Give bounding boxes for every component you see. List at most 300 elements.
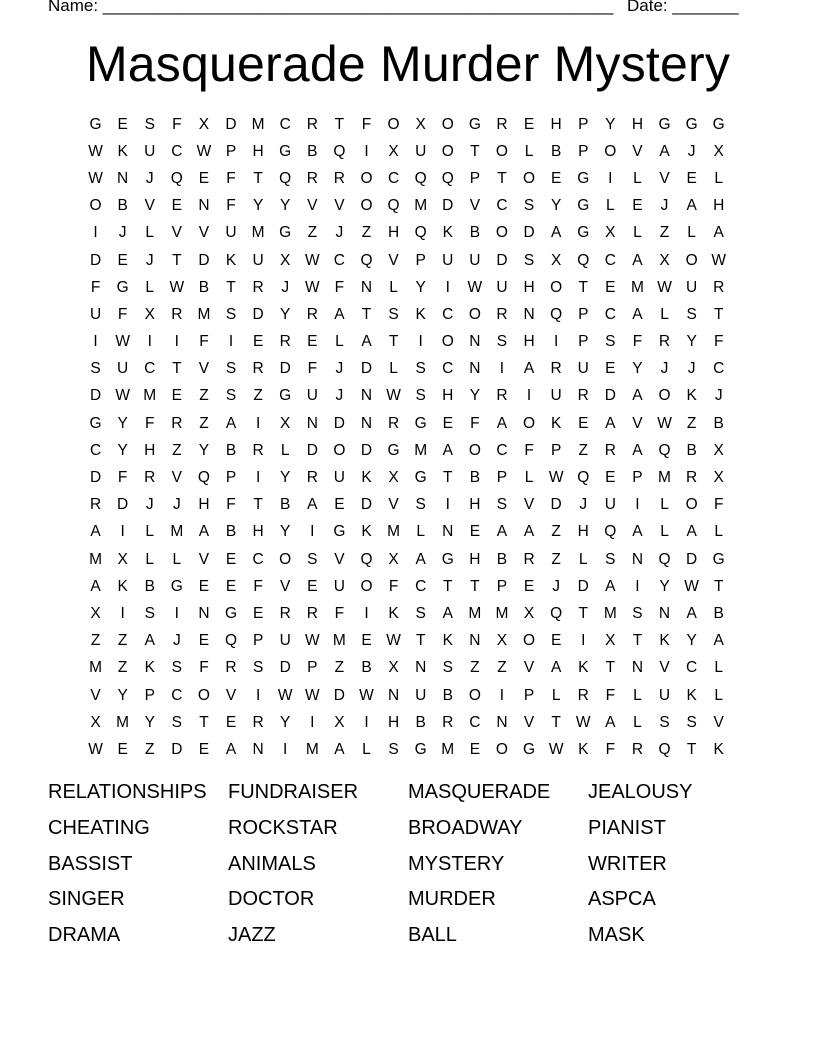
grid-letter[interactable]: O bbox=[550, 278, 563, 296]
grid-letter[interactable]: P bbox=[523, 686, 535, 704]
grid-letter[interactable]: B bbox=[442, 686, 453, 704]
grid-letter[interactable]: G bbox=[441, 550, 454, 568]
grid-letter[interactable]: H bbox=[523, 278, 535, 296]
grid-letter[interactable]: B bbox=[144, 577, 155, 595]
grid-letter[interactable]: I bbox=[255, 469, 261, 487]
grid-letter[interactable]: Z bbox=[497, 659, 507, 677]
grid-letter[interactable]: H bbox=[198, 496, 210, 514]
grid-letter[interactable]: Z bbox=[172, 441, 182, 459]
grid-letter[interactable]: L bbox=[524, 469, 534, 487]
grid-letter[interactable]: R bbox=[252, 278, 264, 296]
grid-letter[interactable]: F bbox=[172, 115, 182, 133]
grid-letter[interactable]: Q bbox=[414, 169, 427, 187]
grid-letter[interactable]: H bbox=[550, 115, 562, 133]
grid-letter[interactable]: S bbox=[225, 387, 237, 405]
grid-letter[interactable]: L bbox=[145, 523, 155, 541]
grid-letter[interactable]: W bbox=[304, 632, 320, 650]
grid-letter[interactable]: Q bbox=[550, 305, 563, 323]
grid-letter[interactable]: E bbox=[252, 604, 264, 622]
grid-letter[interactable]: I bbox=[255, 686, 261, 704]
grid-letter[interactable]: R bbox=[225, 659, 237, 677]
grid-letter[interactable]: U bbox=[333, 577, 345, 595]
grid-letter[interactable]: T bbox=[388, 333, 399, 351]
grid-letter[interactable]: E bbox=[117, 251, 128, 269]
grid-letter[interactable]: P bbox=[496, 469, 508, 487]
grid-letter[interactable]: A bbox=[496, 523, 508, 541]
grid-letter[interactable]: X bbox=[198, 115, 210, 133]
grid-letter[interactable]: H bbox=[469, 550, 481, 568]
grid-letter[interactable]: T bbox=[253, 496, 263, 514]
grid-letter[interactable]: S bbox=[307, 550, 318, 568]
grid-letter[interactable]: J bbox=[714, 387, 723, 405]
grid-letter[interactable]: B bbox=[361, 659, 372, 677]
grid-letter[interactable]: E bbox=[442, 414, 453, 432]
grid-letter[interactable]: E bbox=[605, 360, 616, 378]
grid-letter[interactable]: F bbox=[605, 740, 616, 758]
grid-letter[interactable]: A bbox=[523, 360, 535, 378]
grid-letter[interactable]: B bbox=[686, 441, 697, 459]
grid-letter[interactable]: W bbox=[359, 686, 374, 704]
grid-letter[interactable]: J bbox=[118, 224, 127, 242]
grid-letter[interactable]: I bbox=[499, 686, 505, 704]
grid-letter[interactable]: O bbox=[441, 142, 454, 160]
grid-letter[interactable]: W bbox=[88, 142, 103, 160]
grid-letter[interactable]: M bbox=[414, 441, 428, 459]
grid-letter[interactable]: S bbox=[388, 740, 399, 758]
grid-letter[interactable]: B bbox=[469, 469, 481, 487]
grid-letter[interactable]: G bbox=[414, 740, 427, 758]
grid-letter[interactable]: C bbox=[496, 197, 508, 215]
grid-letter[interactable]: Q bbox=[414, 224, 427, 242]
grid-letter[interactable]: F bbox=[199, 333, 209, 351]
grid-letter[interactable]: B bbox=[415, 713, 426, 731]
grid-letter[interactable]: W bbox=[711, 251, 727, 269]
grid-letter[interactable]: O bbox=[495, 224, 508, 242]
grid-letter[interactable]: O bbox=[360, 577, 373, 595]
grid-letter[interactable]: L bbox=[145, 550, 155, 568]
grid-letter[interactable]: R bbox=[306, 469, 318, 487]
grid-letter[interactable]: S bbox=[442, 659, 453, 677]
grid-letter[interactable]: Z bbox=[199, 414, 209, 432]
grid-letter[interactable]: Z bbox=[199, 387, 209, 405]
grid-letter[interactable]: T bbox=[361, 305, 372, 323]
grid-letter[interactable]: F bbox=[226, 496, 236, 514]
grid-letter[interactable]: B bbox=[550, 142, 562, 160]
grid-letter[interactable]: U bbox=[306, 387, 318, 405]
grid-letter[interactable]: A bbox=[225, 740, 237, 758]
grid-letter[interactable]: S bbox=[252, 659, 264, 677]
grid-letter[interactable]: A bbox=[334, 305, 345, 323]
grid-letter[interactable]: Y bbox=[280, 713, 291, 731]
grid-letter[interactable]: V bbox=[171, 469, 182, 487]
grid-letter[interactable]: C bbox=[496, 441, 508, 459]
grid-letter[interactable]: P bbox=[550, 441, 562, 459]
grid-letter[interactable]: L bbox=[172, 550, 182, 568]
grid-letter[interactable]: T bbox=[713, 577, 724, 595]
grid-letter[interactable]: U bbox=[415, 686, 427, 704]
grid-letter[interactable]: V bbox=[523, 713, 535, 731]
grid-letter[interactable]: O bbox=[685, 496, 698, 514]
grid-letter[interactable]: I bbox=[445, 496, 450, 514]
grid-letter[interactable]: G bbox=[414, 414, 427, 432]
grid-letter[interactable]: O bbox=[658, 387, 671, 405]
grid-letter[interactable]: Z bbox=[470, 659, 480, 677]
grid-letter[interactable]: R bbox=[577, 686, 589, 704]
grid-letter[interactable]: N bbox=[658, 604, 671, 622]
grid-letter[interactable]: T bbox=[334, 115, 345, 133]
grid-letter[interactable]: L bbox=[714, 686, 724, 704]
grid-letter[interactable]: G bbox=[89, 115, 102, 133]
grid-letter[interactable]: Y bbox=[280, 523, 291, 541]
grid-letter[interactable]: R bbox=[171, 414, 183, 432]
grid-letter[interactable]: C bbox=[686, 659, 698, 677]
grid-letter[interactable]: C bbox=[144, 360, 156, 378]
grid-letter[interactable]: P bbox=[307, 659, 318, 677]
grid-letter[interactable]: E bbox=[225, 713, 237, 731]
grid-letter[interactable]: W bbox=[575, 713, 591, 731]
grid-letter[interactable]: O bbox=[387, 115, 400, 133]
grid-letter[interactable]: P bbox=[578, 115, 589, 133]
grid-letter[interactable]: L bbox=[633, 686, 642, 704]
grid-letter[interactable]: D bbox=[333, 414, 345, 432]
grid-letter[interactable]: N bbox=[469, 333, 481, 351]
grid-letter[interactable]: Z bbox=[253, 387, 263, 405]
grid-letter[interactable]: K bbox=[361, 469, 372, 487]
grid-letter[interactable]: V bbox=[388, 251, 399, 269]
grid-letter[interactable]: S bbox=[496, 333, 508, 351]
grid-letter[interactable]: C bbox=[252, 550, 264, 568]
grid-letter[interactable]: K bbox=[713, 740, 724, 758]
grid-letter[interactable]: W bbox=[684, 577, 699, 595]
grid-letter[interactable]: C bbox=[171, 142, 183, 160]
grid-letter[interactable]: A bbox=[632, 387, 643, 405]
grid-letter[interactable]: A bbox=[550, 224, 562, 242]
grid-letter[interactable]: G bbox=[387, 441, 400, 459]
grid-letter[interactable]: Y bbox=[280, 197, 291, 215]
grid-letter[interactable]: K bbox=[144, 659, 155, 677]
grid-letter[interactable]: N bbox=[631, 659, 644, 677]
grid-letter[interactable]: R bbox=[252, 360, 264, 378]
grid-letter[interactable]: F bbox=[117, 469, 128, 487]
grid-letter[interactable]: Q bbox=[360, 550, 373, 568]
grid-letter[interactable]: I bbox=[635, 577, 640, 595]
grid-letter[interactable]: Y bbox=[686, 333, 697, 351]
date-field[interactable]: Date: _______ bbox=[627, 0, 739, 15]
grid-letter[interactable]: F bbox=[117, 305, 128, 323]
grid-letter[interactable]: R bbox=[387, 414, 400, 432]
grid-letter[interactable]: D bbox=[89, 251, 102, 269]
grid-letter[interactable]: D bbox=[89, 387, 102, 405]
grid-letter[interactable]: F bbox=[334, 604, 345, 622]
grid-letter[interactable]: I bbox=[364, 142, 369, 160]
grid-letter[interactable]: R bbox=[577, 387, 589, 405]
grid-letter[interactable]: U bbox=[442, 251, 454, 269]
grid-letter[interactable]: I bbox=[608, 169, 613, 187]
grid-letter[interactable]: H bbox=[387, 713, 400, 731]
grid-letter[interactable]: A bbox=[90, 577, 101, 595]
grid-letter[interactable]: D bbox=[550, 496, 562, 514]
grid-letter[interactable]: Y bbox=[280, 305, 291, 323]
grid-letter[interactable]: G bbox=[279, 142, 292, 160]
grid-letter[interactable]: H bbox=[523, 333, 535, 351]
grid-letter[interactable]: L bbox=[606, 197, 615, 215]
grid-letter[interactable]: P bbox=[415, 251, 426, 269]
grid-letter[interactable]: L bbox=[714, 659, 724, 677]
grid-letter[interactable]: F bbox=[253, 577, 263, 595]
grid-letter[interactable]: V bbox=[523, 496, 535, 514]
grid-letter[interactable]: G bbox=[170, 577, 183, 595]
grid-letter[interactable]: D bbox=[117, 496, 129, 514]
grid-letter[interactable]: R bbox=[658, 333, 671, 351]
grid-letter[interactable]: V bbox=[632, 142, 643, 160]
grid-letter[interactable]: D bbox=[279, 360, 291, 378]
grid-letter[interactable]: G bbox=[116, 278, 129, 296]
grid-letter[interactable]: J bbox=[552, 577, 561, 595]
grid-letter[interactable]: M bbox=[251, 115, 265, 133]
grid-letter[interactable]: V bbox=[659, 659, 670, 677]
grid-letter[interactable]: A bbox=[686, 523, 697, 541]
grid-letter[interactable]: V bbox=[225, 686, 237, 704]
grid-letter[interactable]: Y bbox=[280, 469, 291, 487]
grid-letter[interactable]: I bbox=[526, 387, 532, 405]
grid-letter[interactable]: S bbox=[686, 713, 697, 731]
grid-letter[interactable]: A bbox=[442, 604, 453, 622]
grid-letter[interactable]: V bbox=[334, 550, 345, 568]
grid-letter[interactable]: R bbox=[306, 305, 318, 323]
grid-letter[interactable]: T bbox=[578, 604, 588, 622]
grid-letter[interactable]: G bbox=[414, 469, 427, 487]
grid-letter[interactable]: B bbox=[307, 142, 318, 160]
grid-letter[interactable]: I bbox=[120, 604, 125, 622]
grid-letter[interactable]: M bbox=[468, 604, 482, 622]
grid-letter[interactable]: H bbox=[631, 115, 644, 133]
grid-letter[interactable]: S bbox=[523, 197, 535, 215]
grid-letter[interactable]: Z bbox=[117, 659, 128, 677]
grid-letter[interactable]: A bbox=[523, 523, 535, 541]
grid-letter[interactable]: L bbox=[633, 224, 642, 242]
grid-letter[interactable]: V bbox=[280, 577, 291, 595]
grid-letter[interactable]: T bbox=[253, 169, 263, 187]
grid-letter[interactable]: V bbox=[469, 197, 481, 215]
grid-letter[interactable]: X bbox=[605, 224, 616, 242]
grid-letter[interactable]: Q bbox=[170, 169, 183, 187]
grid-letter[interactable]: H bbox=[469, 496, 481, 514]
grid-letter[interactable]: Z bbox=[90, 632, 101, 650]
grid-letter[interactable]: O bbox=[441, 333, 454, 351]
grid-letter[interactable]: Z bbox=[686, 414, 697, 432]
grid-letter[interactable]: C bbox=[89, 441, 102, 459]
grid-letter[interactable]: X bbox=[117, 550, 128, 568]
grid-letter[interactable]: D bbox=[279, 659, 291, 677]
grid-letter[interactable]: N bbox=[198, 197, 210, 215]
grid-letter[interactable]: I bbox=[93, 333, 98, 351]
grid-letter[interactable]: G bbox=[712, 550, 725, 568]
grid-letter[interactable]: V bbox=[523, 659, 535, 677]
grid-letter[interactable]: B bbox=[280, 496, 291, 514]
grid-letter[interactable]: I bbox=[310, 713, 315, 731]
grid-letter[interactable]: X bbox=[713, 441, 724, 459]
grid-letter[interactable]: Z bbox=[551, 550, 561, 568]
grid-letter[interactable]: R bbox=[604, 441, 616, 459]
grid-letter[interactable]: M bbox=[414, 197, 428, 215]
grid-letter[interactable]: K bbox=[117, 142, 128, 160]
grid-letter[interactable]: X bbox=[605, 632, 616, 650]
grid-letter[interactable]: T bbox=[443, 577, 453, 595]
grid-letter[interactable]: L bbox=[389, 278, 398, 296]
grid-letter[interactable]: M bbox=[305, 740, 319, 758]
grid-letter[interactable]: M bbox=[197, 305, 211, 323]
grid-letter[interactable]: H bbox=[577, 523, 589, 541]
grid-letter[interactable]: E bbox=[578, 414, 589, 432]
grid-letter[interactable]: U bbox=[550, 387, 562, 405]
grid-letter[interactable]: Q bbox=[387, 197, 400, 215]
grid-letter[interactable]: C bbox=[387, 169, 400, 187]
grid-letter[interactable]: Q bbox=[577, 469, 590, 487]
grid-letter[interactable]: G bbox=[279, 224, 292, 242]
grid-letter[interactable]: I bbox=[283, 740, 288, 758]
grid-letter[interactable]: Y bbox=[632, 360, 643, 378]
grid-letter[interactable]: O bbox=[360, 169, 373, 187]
grid-letter[interactable]: E bbox=[686, 169, 697, 187]
grid-letter[interactable]: P bbox=[578, 333, 589, 351]
grid-letter[interactable]: L bbox=[524, 142, 534, 160]
name-field[interactable]: Name: ______________________________________________________ bbox=[48, 0, 614, 15]
grid-letter[interactable]: A bbox=[550, 659, 562, 677]
grid-letter[interactable]: F bbox=[199, 659, 209, 677]
grid-letter[interactable]: S bbox=[686, 305, 697, 323]
grid-letter[interactable]: B bbox=[225, 523, 237, 541]
grid-letter[interactable]: Y bbox=[144, 713, 155, 731]
grid-letter[interactable]: N bbox=[117, 169, 129, 187]
grid-letter[interactable]: V bbox=[171, 224, 182, 242]
grid-letter[interactable]: R bbox=[306, 604, 318, 622]
grid-letter[interactable]: M bbox=[89, 550, 102, 568]
grid-letter[interactable]: P bbox=[578, 142, 589, 160]
grid-letter[interactable]: H bbox=[144, 441, 156, 459]
grid-letter[interactable]: N bbox=[252, 740, 264, 758]
grid-letter[interactable]: D bbox=[171, 740, 183, 758]
grid-letter[interactable]: S bbox=[415, 496, 426, 514]
grid-letter[interactable]: F bbox=[470, 414, 480, 432]
grid-letter[interactable]: S bbox=[415, 387, 426, 405]
grid-letter[interactable]: C bbox=[333, 251, 345, 269]
grid-letter[interactable]: W bbox=[467, 278, 483, 296]
grid-letter[interactable]: T bbox=[551, 713, 561, 731]
grid-letter[interactable]: P bbox=[225, 142, 237, 160]
grid-letter[interactable]: K bbox=[578, 659, 589, 677]
grid-letter[interactable]: U bbox=[144, 142, 156, 160]
grid-letter[interactable]: Z bbox=[659, 224, 670, 242]
grid-letter[interactable]: V bbox=[388, 496, 399, 514]
grid-letter[interactable]: E bbox=[334, 496, 345, 514]
grid-letter[interactable]: A bbox=[361, 333, 372, 351]
grid-letter[interactable]: I bbox=[310, 523, 315, 541]
grid-letter[interactable]: W bbox=[548, 740, 564, 758]
grid-letter[interactable]: R bbox=[523, 550, 535, 568]
grid-letter[interactable]: S bbox=[415, 360, 426, 378]
grid-letter[interactable]: F bbox=[90, 278, 101, 296]
grid-letter[interactable]: N bbox=[360, 414, 373, 432]
grid-letter[interactable]: F bbox=[713, 496, 724, 514]
grid-letter[interactable]: T bbox=[172, 251, 182, 269]
grid-letter[interactable]: I bbox=[174, 604, 179, 622]
grid-letter[interactable]: R bbox=[279, 604, 291, 622]
grid-letter[interactable]: M bbox=[170, 523, 184, 541]
grid-letter[interactable]: Q bbox=[658, 441, 671, 459]
grid-letter[interactable]: A bbox=[415, 550, 426, 568]
grid-letter[interactable]: N bbox=[469, 360, 481, 378]
grid-letter[interactable]: Q bbox=[577, 251, 590, 269]
grid-letter[interactable]: A bbox=[334, 740, 345, 758]
grid-letter[interactable]: G bbox=[468, 115, 481, 133]
grid-letter[interactable]: L bbox=[145, 224, 155, 242]
grid-letter[interactable]: K bbox=[659, 632, 670, 650]
grid-letter[interactable]: S bbox=[225, 360, 237, 378]
grid-letter[interactable]: D bbox=[252, 305, 264, 323]
grid-letter[interactable]: S bbox=[144, 604, 155, 622]
grid-letter[interactable]: W bbox=[657, 414, 672, 432]
grid-letter[interactable]: V bbox=[713, 713, 724, 731]
grid-letter[interactable]: M bbox=[441, 740, 455, 758]
grid-letter[interactable]: S bbox=[496, 496, 508, 514]
grid-letter[interactable]: L bbox=[362, 740, 371, 758]
grid-letter[interactable]: K bbox=[442, 224, 453, 242]
grid-letter[interactable]: X bbox=[144, 305, 155, 323]
grid-letter[interactable]: I bbox=[553, 333, 559, 351]
grid-letter[interactable]: J bbox=[172, 632, 181, 650]
grid-letter[interactable]: E bbox=[361, 632, 372, 650]
grid-letter[interactable]: F bbox=[226, 197, 236, 215]
grid-letter[interactable]: X bbox=[388, 142, 399, 160]
grid-letter[interactable]: Z bbox=[145, 740, 155, 758]
grid-letter[interactable]: I bbox=[418, 333, 423, 351]
grid-letter[interactable]: L bbox=[416, 523, 425, 541]
grid-letter[interactable]: Z bbox=[551, 523, 561, 541]
grid-letter[interactable]: G bbox=[224, 604, 238, 622]
grid-letter[interactable]: P bbox=[144, 686, 155, 704]
grid-letter[interactable]: O bbox=[604, 142, 617, 160]
grid-letter[interactable]: E bbox=[605, 278, 616, 296]
grid-letter[interactable]: W bbox=[304, 278, 320, 296]
grid-letter[interactable]: J bbox=[335, 360, 344, 378]
grid-letter[interactable]: M bbox=[495, 604, 509, 622]
grid-letter[interactable]: Q bbox=[279, 169, 292, 187]
grid-letter[interactable]: X bbox=[415, 115, 426, 133]
grid-letter[interactable]: X bbox=[388, 659, 399, 677]
grid-letter[interactable]: A bbox=[90, 523, 101, 541]
grid-letter[interactable]: K bbox=[442, 632, 453, 650]
grid-letter[interactable]: D bbox=[686, 550, 698, 568]
grid-letter[interactable]: O bbox=[89, 197, 102, 215]
grid-letter[interactable]: T bbox=[713, 305, 724, 323]
grid-letter[interactable]: E bbox=[632, 197, 643, 215]
grid-letter[interactable]: L bbox=[660, 496, 669, 514]
grid-letter[interactable]: O bbox=[279, 550, 292, 568]
grid-letter[interactable]: U bbox=[333, 469, 345, 487]
grid-letter[interactable]: T bbox=[686, 740, 697, 758]
grid-letter[interactable]: H bbox=[252, 523, 264, 541]
grid-letter[interactable]: A bbox=[659, 142, 670, 160]
grid-letter[interactable]: J bbox=[687, 360, 696, 378]
grid-letter[interactable]: U bbox=[658, 686, 671, 704]
grid-letter[interactable]: W bbox=[115, 333, 130, 351]
grid-letter[interactable]: R bbox=[631, 740, 644, 758]
grid-letter[interactable]: F bbox=[632, 333, 643, 351]
grid-letter[interactable]: P bbox=[225, 469, 237, 487]
grid-letter[interactable]: U bbox=[577, 360, 589, 378]
grid-letter[interactable]: N bbox=[631, 550, 644, 568]
grid-letter[interactable]: T bbox=[578, 278, 588, 296]
